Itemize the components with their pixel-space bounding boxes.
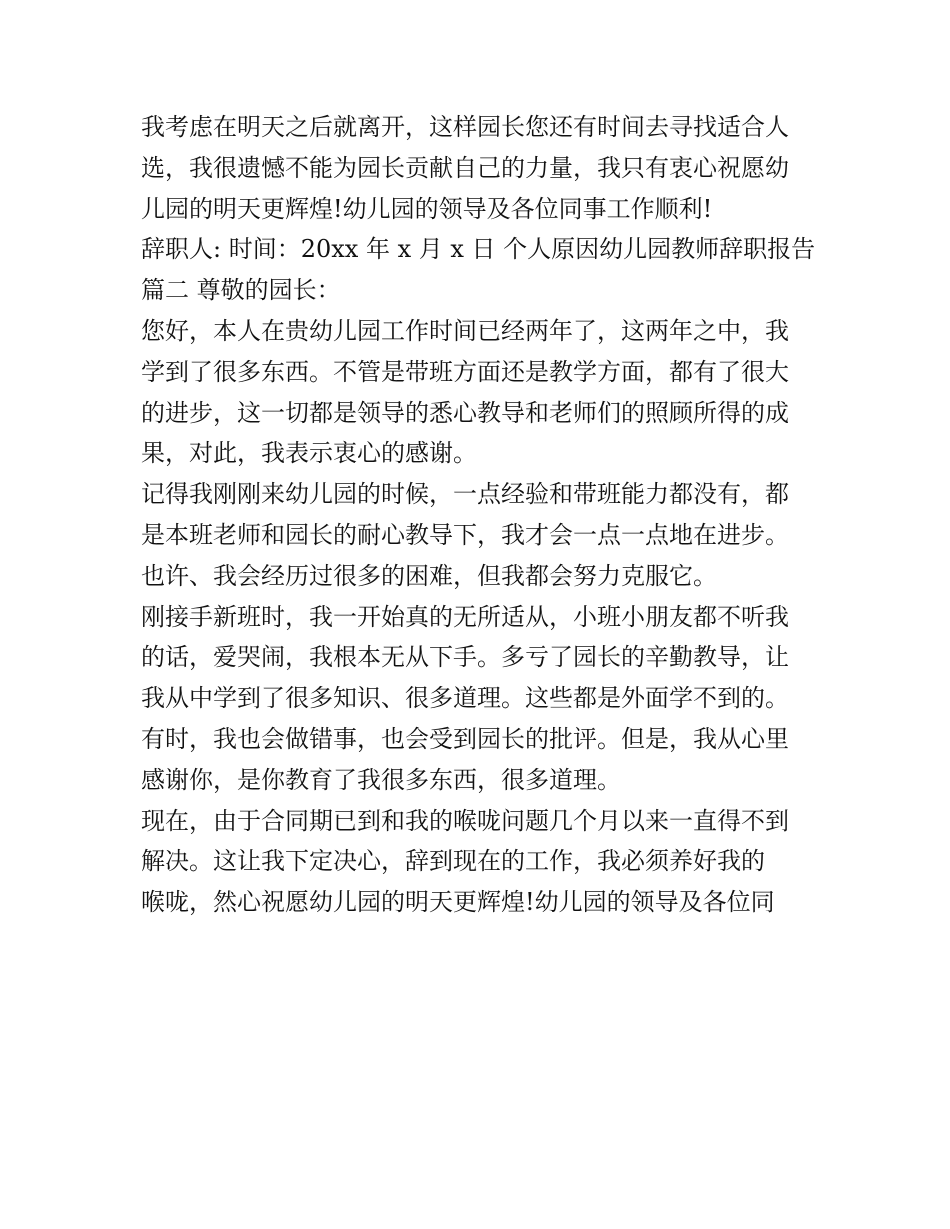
text-line-16: 有时，我也会做错事，也会受到园长的批评。但是，我从心里 <box>141 724 789 753</box>
text-line-10: 记得我刚刚来幼儿园的时候，一点经验和带班能力都没有，都 <box>141 480 789 509</box>
text-line-13: 刚接手新班时，我一开始真的无所适从，小班小朋友都不听我 <box>141 602 789 631</box>
text-line-14: 的话，爱哭闹，我根本无从下手。多亏了园长的辛勤教导，让 <box>141 643 789 672</box>
document-body <box>141 107 831 923</box>
text-line-12: 也许、我会经历过很多的困难，但我都会努力克服它。 <box>141 561 717 590</box>
text-line-18: 现在，由于合同期已到和我的喉咙问题几个月以来一直得不到 <box>141 806 789 835</box>
text-line-4: 辞职人: 时间：20xx 年 x 月 x 日 个人原因幼儿园教师辞职报告 <box>141 235 816 264</box>
text-line-2: 选，我很遗憾不能为园长贡献自己的力量，我只有衷心祝愿幼 <box>141 153 789 182</box>
text-line-15: 我从中学到了很多知识、很多道理。这些都是外面学不到的。 <box>141 684 789 713</box>
text-line-5: 篇二 尊敬的园长： <box>141 276 341 305</box>
text-line-19: 解决。这让我下定决心，辞到现在的工作，我必须养好我的 <box>141 847 765 876</box>
text-line-20: 喉咙，然心祝愿幼儿园的明天更辉煌!幼儿园的领导及各位同 <box>141 888 775 917</box>
text-line-8: 的进步，这一切都是领导的悉心教导和老师们的照顾所得的成 <box>141 398 789 427</box>
text-line-17: 感谢你，是你教育了我很多东西，很多道理。 <box>141 765 621 794</box>
text-line-7: 学到了很多东西。不管是带班方面还是教学方面，都有了很大 <box>141 357 789 386</box>
text-line-1: 我考虑在明天之后就离开，这样园长您还有时间去寻找适合人 <box>141 113 789 141</box>
text-line-3: 儿园的明天更辉煌!幼儿园的领导及各位同事工作顺利! <box>141 194 713 223</box>
text-line-9: 果，对此，我表示衷心的感谢。 <box>141 439 477 468</box>
text-line-11: 是本班老师和园长的耐心教导下，我才会一点一点地在进步。 <box>141 520 789 549</box>
text-line-6: 您好，本人在贵幼儿园工作时间已经两年了，这两年之中，我 <box>141 316 789 345</box>
